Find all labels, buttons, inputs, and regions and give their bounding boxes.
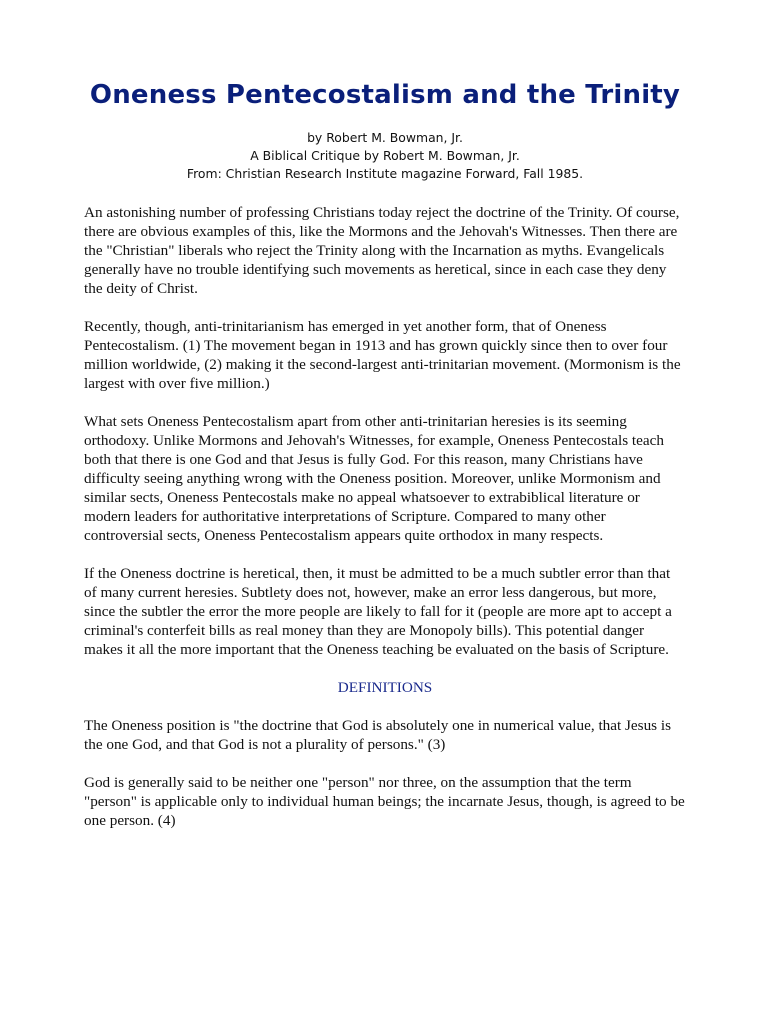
paragraph: The Oneness position is "the doctrine that God is absolutely one in numerical value, that Jesus is the one God, and that God is not a plurality of persons." (3) bbox=[84, 717, 672, 753]
document-page bbox=[84, 78, 686, 849]
byline-block bbox=[84, 129, 686, 183]
byline-source: From: Christian Research Institute magazine Forward, Fall 1985. bbox=[186, 166, 584, 181]
paragraph: An astonishing number of professing Christians today reject the doctrine of the Trinity. Of course, there are obvious examples of this, like the Mormons and the Jehovah's Witnesses. Then there are the "Christian" liberals who reject the Trinity along with the Incarnation as myths. Evangelicals generally have no trouble identifying such movements as heretical, since in each case they deny the deity of Christ. bbox=[84, 204, 680, 297]
byline-subtitle: A Biblical Critique by Robert M. Bowman, Jr. bbox=[250, 148, 520, 163]
document-body bbox=[84, 203, 686, 830]
paragraph: Recently, though, anti-trinitarianism has emerged in yet another form, that of Oneness Pentecostalism. (1) The movement began in 1913 and has grown quickly since then to over four million worldwide, (2) making it the second-largest anti-trinitarian movement. (Mormonism is the largest with over five million.) bbox=[84, 318, 681, 392]
paragraph: God is generally said to be neither one "person" nor three, on the assumption that the term "person" is applicable only to individual human beings; the incarnate Jesus, though, is agreed to be one person. (4) bbox=[84, 774, 685, 829]
document-title: Oneness Pentecostalism and the Trinity bbox=[89, 80, 681, 110]
section-heading-definitions: DEFINITIONS bbox=[337, 679, 433, 696]
paragraph: What sets Oneness Pentecostalism apart from other anti-trinitarian heresies is its seeming orthodoxy. Unlike Mormons and Jehovah's Witnesses, for example, Oneness Pentecostals teach both that there is one God and that Jesus is fully God. For this reason, many Christians have difficulty seeing anything wrong with the Oneness position. Moreover, unlike Mormonism and similar sects, Oneness Pentecostals make no appeal whatsoever to extrabiblical literature or modern leaders for authoritative interpretations of Scripture. Compared to many other controversial sects, Oneness Pentecostalism appears quite orthodox in many respects. bbox=[84, 413, 664, 544]
paragraph: If the Oneness doctrine is heretical, then, it must be admitted to be a much subtler error than that of many current heresies. Subtlety does not, however, make an error less dangerous, but more, since the subtler the error the more people are likely to fall for it (people are more apt to accept a criminal's conterfeit bills as real money than they are Monopoly bills). This potential danger makes it all the more important that the Oneness teaching be evaluated on the basis of Scripture. bbox=[84, 565, 672, 658]
byline-author: by Robert M. Bowman, Jr. bbox=[307, 130, 463, 145]
